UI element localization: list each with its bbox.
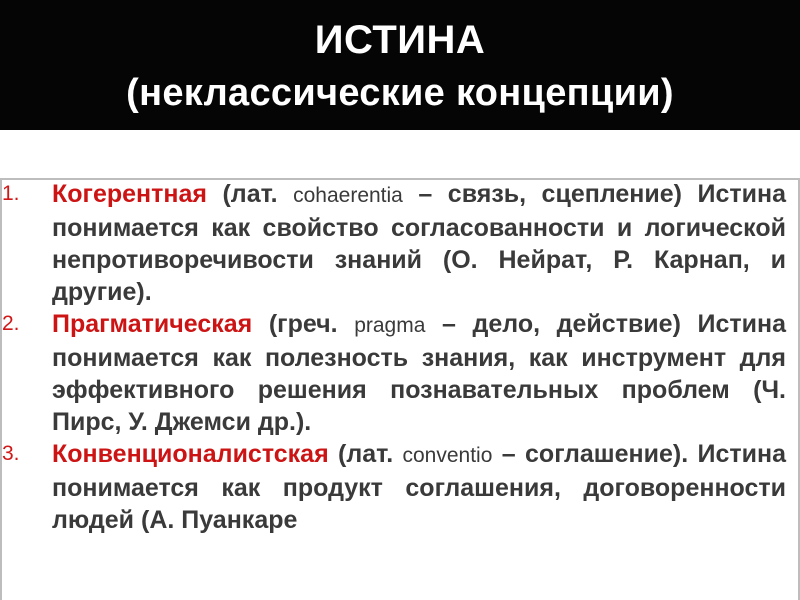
concept-description: Истина понимается как продукт соглашения, договоренности людей (А. Пуанкаре [52,440,787,534]
concept-description: Истина понимается как свойство согласованности и логической непротиворечивости знаний (О. Нейрат, Р. Карнап, и другие). [52,180,787,306]
concepts-list [0,178,800,600]
origin-word: conventio [402,444,493,467]
language-prefix: (лат. [338,440,394,468]
slide-title: ИСТИНА [314,18,486,62]
origin-word: cohaerentia [293,184,403,207]
concept-term: Прагматическая [52,310,253,338]
title-banner [0,0,800,130]
slide-subtitle: (неклассические концепции) [126,72,674,114]
list-item-conventionalist [0,438,800,536]
list-item-number: 3. [2,442,20,465]
word-meaning: – соглашение). [501,440,689,468]
concept-description: Истина понимается как полезность знания, как инструмент для эффективного решения познавательных проблем (Ч. Пирс, У. Джемси др.). [52,310,787,436]
concept-term: Когерентная [52,180,207,208]
language-prefix: (лат. [222,180,278,208]
concept-term: Конвенционалистская [52,440,329,468]
word-meaning: – связь, сцепление) [418,180,682,208]
list-item-pragmatic [0,308,800,438]
language-prefix: (греч. [268,310,338,338]
list-item-number: 2. [2,312,20,335]
list-item-number: 1. [2,182,20,205]
origin-word: pragma [354,314,426,337]
word-meaning: – дело, действие) [442,310,681,338]
list-item-coherent [0,178,800,308]
